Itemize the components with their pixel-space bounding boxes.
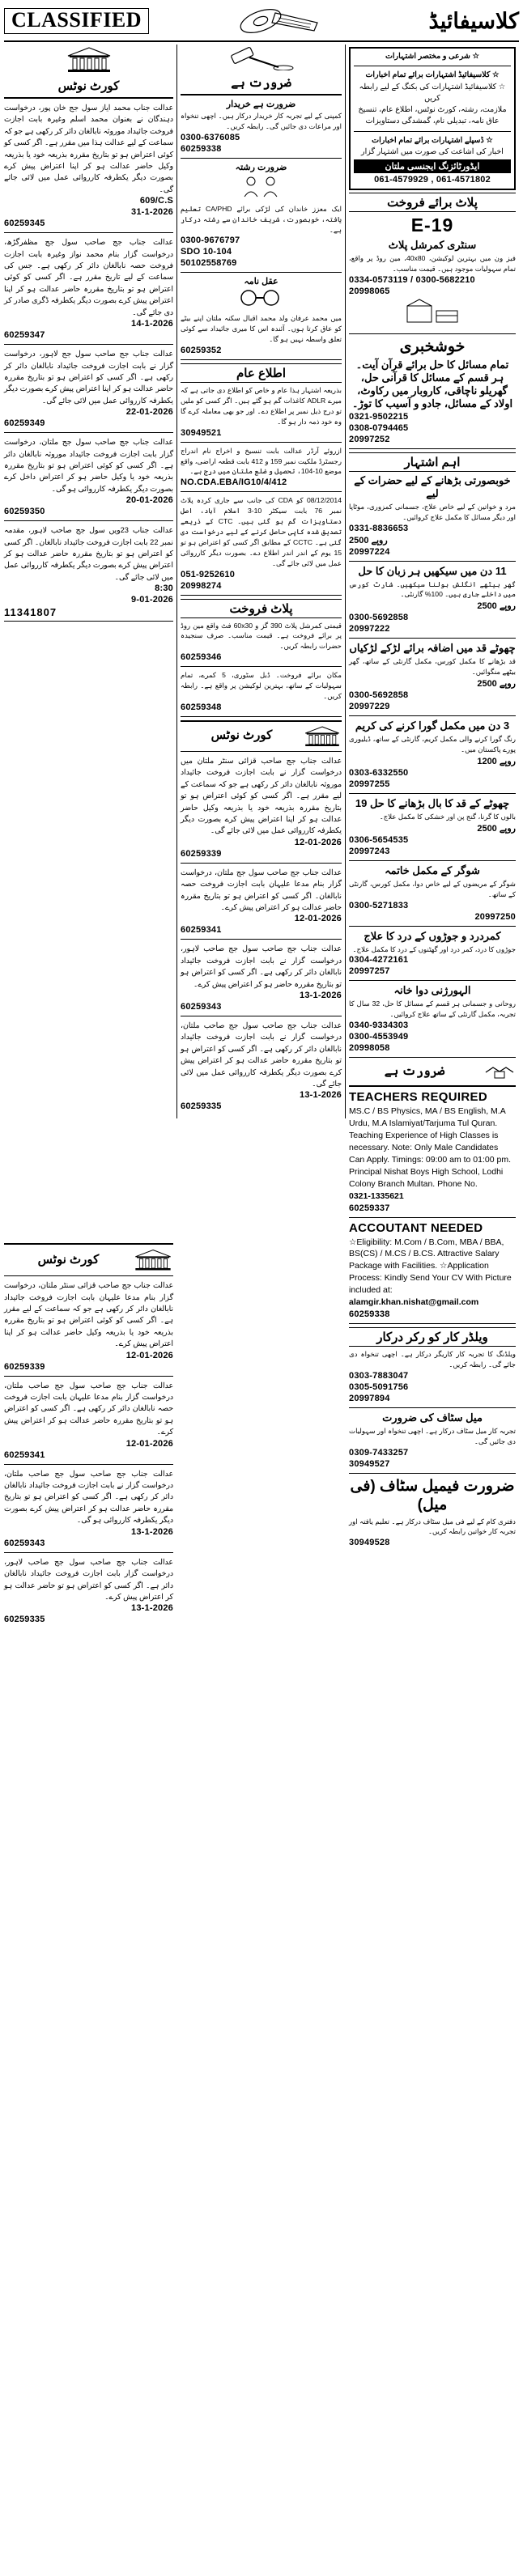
court-ad-9-text: عدالت جناب جج صاحب سول جج صاحب لاہور، درخواست گزار بابت اجازت فروخت جائیداد نابالغان دائر ہے۔ اگر کسی کو اعتراض ہو تو حاضر عدالت ہو کر اعتراض پیش کرے۔	[4, 1557, 173, 1601]
court-ad-5	[4, 524, 173, 622]
ad-sugar-price: 20997250	[474, 911, 516, 922]
ad-aaq-nama	[181, 276, 342, 360]
ad-rishta-phone-1: 0300-9676797	[181, 236, 240, 246]
ad-rishta	[181, 162, 342, 274]
ad-herbal-title: الہورژنی دوا خانہ	[393, 984, 471, 997]
court-ad-1-ref: 60259345	[4, 219, 45, 229]
court-ad-4-ref: 60259350	[4, 507, 45, 517]
courthouse-illustration	[4, 46, 173, 78]
ad-height-title: چھوٹے قد میں اضافہ برائے لڑکے لڑکیاں	[349, 642, 516, 655]
ad-male-staff-ref: 30949527	[349, 1458, 390, 1469]
c2-court-ad-1-date: 12-01-2026	[294, 837, 342, 847]
court-ad-9-ref: 60259335	[4, 1615, 45, 1625]
agency-line-4: ملازمت، رشتہ، کورٹ نوٹس، اطلاع عام، تنسیخ	[358, 105, 507, 114]
zaroorat-heading: ضرورت ہے	[231, 76, 291, 90]
ad-plot-title: پلاٹ فروخت	[181, 599, 342, 618]
ad-e19-title: E-19	[410, 214, 454, 236]
ad-aaq-text: میں محمد عرفان ولد محمد اقبال سکنہ ملتان اپنے بیٹے کو عاق کرتا ہوں۔ آئندہ اس کا میری جائیداد سے کوئی تعلق واسطہ نہیں ہو گا۔	[181, 314, 342, 344]
court-ad-6-text: عدالت جناب جج صاحب قزائی سنٹر ملتان، درخواست گزار بنام مدعا علیہان بابت اجازت فروخت جائیداد نابالغان دائر کر رکھی ہے جو کہ سماعت کے لیے مقرر ہے۔ اگر کسی کو کوئی اعتراض ہو تو بتاریخ مقررہ بذریعہ خود یا بذریعہ وکیل حاضر عدالت ہو کر اپنا اعتراض پیش کرے۔	[4, 1281, 173, 1348]
ad-rishta-text: ایک معزز خاندان کی لڑکی برائے CA/PHD تعلیم یافتہ، خوبصورت، شریف خاندان سے رشتہ درکار ہے۔	[181, 204, 342, 234]
court-ad-8	[4, 1468, 173, 1553]
ad-health-text: مرد و خواتین کے لیے خاص علاج، جسمانی کمزوری، موٹاپا اور دیگر مسائل کا مکمل علاج کروائیں۔	[349, 502, 516, 521]
ad-e19-text: فیز ون میں بہترین لوکیشن، 40x80، مین روڈ پر واقع، تمام سہولیات موجود ہیں۔ قیمت مناسب۔	[349, 254, 516, 273]
ad-hair-price: 2500 روپے	[477, 823, 516, 834]
ad-welder-ref: 20997894	[349, 1393, 390, 1403]
ad-buyer-phone-2: 60259338	[181, 143, 222, 154]
c2-court-ad-3-text: عدالت جناب جج صاحب سول جج صاحب لاہور، درخواست گزار نے بابت اجازت فروخت جائیداد نابالغان دائر کر رکھی ہے۔ اگر کسی کو اعتراض ہو تو بتاریخ مقررہ حاضر ہو کر اعتراض پیش کرے۔	[181, 944, 342, 988]
ad-health	[349, 474, 516, 562]
court-ad-5-text: عدالت جناب 23ویں سول جج صاحب لاہور، مقدمہ نمبر 22 بابت اجازت فروخت جائیداد نابالغان۔ اگر کسی کو اعتراض ہو تو بتاریخ مقررہ حاضر عدالت ہو کر اعتراض پیش کرے بصورت دیگر یکطرفہ کارروائی عمل میں لائی جائے گی۔	[4, 526, 173, 581]
ad-rishta-title: ضرورت رشتہ	[235, 162, 287, 172]
ad-whitening-phone: 0303-6332550	[349, 767, 409, 778]
ad-joint-pain	[349, 930, 516, 982]
ad-aaq-title: عقل نامہ	[244, 277, 279, 287]
ad-itlaa-aam	[181, 363, 342, 443]
courthouse-icon	[133, 1248, 173, 1272]
handshake-icon	[483, 1061, 516, 1082]
court-ad-2	[4, 236, 173, 345]
ad-language-course	[349, 565, 516, 639]
c2-court-ad-1-text: عدالت جناب جج صاحب قزائی سنٹر ملتان میں درخواست گزار نے بابت اجازت فروخت جائیداد موروثہ نابالغان دائر کر رکھی ہے جو کہ سماعت کے لیے مقرر ہے۔ اگر کسی کو کوئی اعتراض ہو تو بتاریخ مقررہ بذریعہ خود یا بذریعہ وکیل حاضر عدالت ہو کر اپنا اعتراض پیش کرے بصورت دیگر یکطرفہ کارروائی عمل میں لائی جائے گی۔	[181, 756, 342, 835]
court-ad-3-ref: 60259349	[4, 418, 45, 429]
court-ad-5-date: 9-01-2026	[131, 595, 173, 605]
columns-container	[4, 45, 519, 1632]
ad-accountant-body: ☆Eligibility: M.Com / B.Com, MBA / BBA, BS(CS) / M.CS / B.CS. Attractive Salary Package with Facilities. ☆Application Process: Kindly Send Your CV With Picture included at:	[349, 1237, 512, 1296]
ad-cda-phone-2: 20998274	[181, 580, 222, 591]
ad-male-staff-phone: 0309-7433257	[349, 1447, 409, 1458]
ad-height	[349, 642, 516, 716]
court-notice-heading-2: کورٹ نوٹس	[37, 1252, 100, 1267]
couple-icon	[181, 174, 342, 202]
court-ad-2-date: 14-1-2026	[131, 319, 173, 329]
court-ad-7-ref: 60259341	[4, 1449, 45, 1460]
ad-hair	[349, 797, 516, 861]
court-ad-8-date: 13-1-2026	[131, 1526, 173, 1537]
ad-herbal-ref: 20998058	[349, 1043, 390, 1054]
ad-itlaa-text: بذریعہ اشتہار ہذا عام و خاص کو اطلاع دی جاتی ہے کہ میرے ADLR کاغذات گم ہو گئے ہیں۔ اگر کسی کو ملیں تو درج ذیل نمبر پر اطلاع دے۔ اور جو بھی معاملہ کرے گا وہ خود ذمہ دار ہو گا۔	[181, 386, 342, 426]
ad-female-staff	[349, 1477, 516, 1552]
ad-joint-phone: 0304-4272161	[349, 955, 409, 965]
ad-language-text: گھر بیٹھے انگلش بولنا سیکھیں۔ شارٹ کورس میں داخلے جاری ہیں۔ 100% گارنٹی۔	[349, 579, 516, 599]
ad-khushkhabri	[349, 337, 516, 449]
ad-language-price: 2500 روپے	[477, 601, 516, 612]
ad-female-staff-ref: 30949528	[349, 1538, 390, 1548]
ad-health-ref: 20997224	[349, 546, 390, 557]
ad-height-ref: 20997229	[349, 702, 390, 712]
agency-banner	[349, 47, 516, 190]
agency-line-6: ☆ ڈسپلے اشتہارات برائے تمام اخبارات	[372, 135, 493, 145]
handcuffs-icon	[181, 288, 342, 312]
court-ad-1-case: 609/C.S	[139, 196, 173, 206]
c2-court-ad-2	[181, 867, 342, 940]
ad-khushkhabri-phone-2: 0308-0794465	[349, 422, 409, 433]
court-notice-heading-2-row	[4, 1248, 173, 1272]
court-notice-heading: کورٹ نوٹس	[57, 79, 120, 93]
ad-tanseekh-text: ازروئے آرڈر عدالت بابت تنسیخ و اخراج نام اندراج رجسٹرڈ ملکیت نمبر 159 و 412 بابت قطعہ اراضی، واقع موضع 10-104، تحصیل و ضلع ملتان میں درج ہے۔	[181, 446, 342, 476]
ad-e19-sub: سنٹری کمرشل پلاٹ	[388, 239, 477, 251]
court-notice-row-c2	[181, 725, 342, 748]
ad-height-text: قد بڑھانے کا مکمل کورس، مکمل گارنٹی کے ساتھ، گھر بیٹھے منگوائیں۔	[349, 657, 516, 677]
ad-welder-title: ویلڈر کار کو رکر درکار	[349, 1327, 516, 1347]
ad-plot-text: قیمتی کمرشل پلاٹ 390 گز و 60x30 فٹ واقع مین روڈ پر برائے فروخت ہے۔ قیمت مناسب۔ صرف سنجیدہ حضرات رابطہ کریں۔	[181, 621, 342, 651]
ad-house-phone: 60259348	[181, 702, 222, 712]
courthouse-icon	[303, 725, 342, 748]
ad-sugar-text: شوگر کے مریضوں کے لیے خاص دوا، مکمل کورس، گارنٹی کے ساتھ۔	[349, 879, 516, 898]
ad-sugar	[349, 864, 516, 927]
ad-plot-sale	[181, 599, 342, 668]
c2-court-ad-4-date: 13-1-2026	[300, 1090, 342, 1101]
ad-herbal-phone-1: 0340-9334303	[349, 1021, 409, 1031]
ad-language-title: 11 دن میں سیکھیں ہر زبان کا حل	[358, 564, 507, 577]
masthead-left-title: CLASSIFIED	[4, 8, 149, 34]
ad-whitening-price: 1200 روپے	[477, 756, 516, 766]
ad-joint-title: کمردرد و جوڑوں کے درد کا علاج	[364, 929, 501, 942]
ad-height-price: 2500 روپے	[477, 679, 516, 690]
court-ad-7-date: 12-01-2026	[125, 1438, 173, 1449]
ad-cda-phone-1: 051-9252610	[181, 569, 236, 579]
agency-line-5: عاق نامہ، تبدیلی نام، گمشدگی دستاویزات	[365, 117, 500, 126]
masthead-right-title: کلاسیفائیڈ	[428, 8, 519, 33]
ad-whitening-ref: 20997255	[349, 779, 390, 789]
ad-cda	[181, 495, 342, 595]
c2-court-ad-4-text: عدالت جناب جج صاحب سول جج صاحب ملتان، درخواست گزار نے بابت اجازت فروخت جائیداد نابالغان دائر کر رکھی ہے۔ اگر کسی کو اعتراض ہو تو بتاریخ مقررہ حاضر عدالت ہو کر اعتراض پیش کرے بصورت دیگر یکطرفہ کارروائی عمل میں لائی جائے گی۔	[181, 1021, 342, 1089]
ad-welder	[349, 1327, 516, 1408]
c2-court-ad-2-date: 12-01-2026	[294, 914, 342, 924]
ad-e19-phone: 0334-0573119 / 0300-5682210	[349, 274, 475, 285]
ad-itlaa-title: اطلاع عام	[181, 363, 342, 383]
ad-buyer-text: کمپنی کے لیے تجربہ کار خریدار درکار ہیں۔ اچھی تنخواہ اور مراعات دی جائیں گی۔ رابطہ کریں۔	[181, 112, 342, 130]
ad-house-text: مکان برائے فروخت۔ ڈبل سٹوری، 5 کمرے، تمام سہولیات کے ساتھ، بہترین لوکیشن پر واقع ہے۔ رابطہ کریں۔	[181, 671, 342, 701]
ad-accountant-email[interactable]: alamgir.khan.nishat@gmail.com	[349, 1297, 479, 1308]
court-ad-8-text: عدالت جناب جج صاحب سول جج صاحب ملتان، درخواست گزار نے بابت اجازت فروخت جائیداد نابالغان دائر کر رکھی ہے۔ اگر کسی کو اعتراض ہو تو بتاریخ مقررہ حاضر عدالت ہو کر اعتراض پیش کرے بصورت دیگر یکطرفہ کارروائی ہو گی۔	[4, 1469, 173, 1525]
court-ad-1-text: عدالت جناب محمد ایاز سول جج خان پور، درخواست دہندگان نے بعنوان محمد اسلم وغیرہ بابت اجازت فروخت جائیداد موروثہ نابالغان دائر کر رکھی ہے جو کہ سماعت کے لیے عدالت ہذا میں مقرر ہے۔ اگر کسی کو کوئی اعتراض ہو تو بتاریخ مقررہ بذریعہ خود یا بذریعہ وکیل حاضر عدالت ہو کر اپنا اعتراض پیش کرے بصورت دیگر یکطرفہ کارروائی عمل میں لائی جائے گی۔	[4, 104, 173, 193]
court-ad-3-date: 22-01-2026	[125, 407, 173, 418]
ad-sugar-phone: 0300-5271833	[349, 900, 409, 910]
ad-language-ref: 20997222	[349, 624, 390, 634]
ad-language-phone: 0300-5692858	[349, 613, 409, 623]
court-ad-1	[4, 102, 173, 233]
c2-court-ad-1	[181, 755, 342, 864]
plot-illustration	[349, 298, 516, 329]
need-heading: ضرورت ہے	[384, 1063, 445, 1078]
ad-health-phone: 0331-8836653	[349, 523, 409, 533]
c2-court-ad-4-ref: 60259335	[181, 1101, 222, 1112]
ad-rishta-phone-2: SDO 10-104	[181, 247, 232, 257]
ad-welder-text: ویلڈنگ کا تجربہ کار کاریگر درکار ہے۔ اچھی تنخواہ دی جائے گی۔ رابطہ کریں۔	[349, 1349, 516, 1369]
ad-cda-text: 08/12/2014 کو CDA کی جانب سے جاری کردہ پلاٹ نمبر 76 بابت سیکٹر 10-3 اسلام آباد، اصل دستاویزات گم ہو گئی ہیں۔ CTC کے ذریعے تصدیق شدہ کاپی حاصل کرنے کے لیے درخواست دی گئی ہے۔ CCTC کے مطابق اگر کسی کو اعتراض ہو تو 15 یوم کے اندر اندر اطلاع دے۔ بصورت دیگر کارروائی عمل میں لائی جائے گی۔	[181, 496, 342, 567]
court-notice-heading-c2: کورٹ نوٹس	[210, 728, 273, 743]
ad-khushkhabri-title: خوشخبری	[399, 337, 466, 355]
ad-accountant-ref: 60259338	[349, 1309, 390, 1319]
court-ad-2-text: عدالت جناب جج صاحب سول جج مظفرگڑھ، درخواست گزار بنام محمد نواز وغیرہ بابت اجازت فروخت حصہ نابالغان دائر کر رکھی ہے۔ جس کی سماعت کے لیے تاریخ مقرر ہے۔ اگر کسی کو کوئی اعتراض ہو تو بتاریخ مقررہ حاضر عدالت ہو کر اپنا اعتراض پیش کرے بصورت دیگر یکطرفہ ڈگری صادر کر دی جائے گی۔	[4, 238, 173, 316]
court-ad-1-date: 31-1-2026	[131, 207, 173, 218]
c2-court-ad-4	[181, 1020, 342, 1115]
ad-welder-phone-1: 0303-7883047	[349, 1370, 409, 1381]
masthead-logo	[149, 5, 420, 37]
ad-sugar-title: شوگر کے مکمل خاتمہ	[385, 864, 480, 876]
ad-khushkhabri-sub: تمام مسائل کا حل برائے قرآن آیت۔ ہر قسم کے مسائل کا قرآنی حل، گھریلو ناچاقی، کاروبار میں رکاوٹ، اولاد کے مسائل، جادو و آسیب کا توڑ۔	[351, 358, 513, 410]
ad-buyer	[181, 99, 342, 159]
ad-teachers-ref: 60259337	[349, 1203, 390, 1213]
ad-female-staff-text: دفتری کام کے لیے فی میل سٹاف درکار ہے۔ تعلیم یافتہ اور تجربہ کار خواتین رابطہ کریں۔	[349, 1517, 516, 1536]
court-ad-6-ref: 60259339	[4, 1361, 45, 1372]
column-court-notices	[4, 45, 173, 1632]
c2-court-ad-3-ref: 60259343	[181, 1002, 222, 1012]
column1-whitespace	[4, 625, 173, 1240]
ad-buyer-title: ضرورت ہے خریدار	[226, 100, 296, 109]
column-misc-ads	[176, 45, 346, 1118]
ad-accountant-title: ACCOUTANT NEEDED	[349, 1220, 483, 1235]
ad-teachers-phone: 0321-1335621	[349, 1190, 404, 1201]
ad-teachers-required	[349, 1090, 516, 1217]
plot-for-sale-heading: پلاٹ برائے فروخت	[349, 193, 516, 212]
ad-health-title: خوبصورتی بڑھانے کے لیے حضرات کے لیے	[354, 473, 511, 499]
agency-phones: 061-4579929 , 061-4571802	[374, 175, 491, 185]
court-ad-9-date: 13-1-2026	[131, 1603, 173, 1614]
ad-accountant-needed	[349, 1221, 516, 1324]
ad-khushkhabri-phone-1: 0321-9502215	[349, 411, 409, 422]
ad-herbal-text: روحانی و جسمانی ہر قسم کے مسائل کا حل، 32 سال کا تجربہ، مکمل گارنٹی کے ساتھ علاج کروائیں۔	[349, 999, 516, 1019]
ad-tanseekh	[181, 446, 342, 493]
ad-hair-phone: 0306-5654535	[349, 834, 409, 845]
ad-whitening-text: رنگ گورا کرنے والی مکمل کریم، گارنٹی کے ساتھ، ڈیلیوری پورے پاکستان میں۔	[349, 735, 516, 754]
c2-court-ad-3-date: 13-1-2026	[300, 991, 342, 1001]
court-ad-4	[4, 436, 173, 521]
ad-buyer-phone-1: 0300-6376085	[181, 132, 240, 142]
ad-whitening-title: 3 دن میں مکمل گورا کرنے کی کریم	[355, 719, 510, 732]
ad-plot-phone: 60259346	[181, 652, 222, 663]
important-ad-heading: اہم اشتہار	[349, 452, 516, 472]
ad-khushkhabri-ref: 20997252	[349, 434, 390, 444]
ad-herbal-clinic	[349, 984, 516, 1058]
agency-line-7: اخبار کی اشاعت کی صورت میں اشتہار گزار	[361, 146, 504, 156]
ad-teachers-title: TEACHERS REQUIRED	[349, 1090, 487, 1105]
court-ad-6	[4, 1280, 173, 1376]
ad-health-price: 2500 روپے	[349, 535, 388, 545]
ad-joint-ref: 20997257	[349, 966, 390, 977]
court-ad-7	[4, 1380, 173, 1465]
agency-name-bar: ایڈورٹائزنگ ایجنسی ملتان	[354, 159, 511, 173]
newspaper-rolled-icon	[236, 5, 334, 37]
ad-male-staff	[349, 1411, 516, 1474]
court-ad-7-text: عدالت جناب جج صاحب سول جج صاحب ملتان، درخواست گزار بنام مدعا علیہان بابت اجازت فروخت حصہ نابالغان دائر کر رکھی ہے۔ اگر کسی کو اعتراض ہو تو بتاریخ مقررہ حاضر عدالت ہو کر اعتراض پیش کرے۔	[4, 1381, 173, 1437]
gavel-illustration	[181, 46, 342, 74]
need-heading-row	[349, 1061, 516, 1082]
masthead	[4, 3, 519, 42]
ad-rishta-phone-3: 50102558769	[181, 258, 237, 269]
ad-joint-text: جوڑوں کا درد، کمر درد اور گھٹنوں کے درد کا مکمل علاج۔	[352, 944, 516, 953]
court-ad-4-text: عدالت جناب جج صاحب سول جج ملتان، درخواست گزار بابت اجازت فروخت جائیداد موروثہ نابالغان دائر ہے۔ اگر کسی کو کوئی اعتراض ہو تو بتاریخ مقررہ بذریعہ خود یا وکیل حاضر ہو کر اعتراض داخل کرے بصورت دیگر یکطرفہ کارروائی ہو گی۔	[4, 438, 173, 493]
ad-female-staff-title: ضرورت فیمیل سٹاف (فی میل)	[350, 1477, 515, 1513]
c2-court-ad-1-ref: 60259339	[181, 848, 222, 859]
ad-e19	[349, 214, 516, 334]
court-ad-4-date: 20-01-2026	[125, 495, 173, 506]
court-ad-9	[4, 1556, 173, 1629]
ad-hair-ref: 20997243	[349, 846, 390, 856]
ad-tanseekh-ref: NO.CDA.EBA/IG10/4/412	[181, 477, 287, 488]
ad-teachers-body: MS.C / BS Physics, MA / BS English, M.A Urdu, M.A Islamiyat/Tarjuma Tul Quran. Teaching Experience of High Classes is necessary. Note: Only Male Candidates Can Apply. Timings: 09:00 am to 01:00 pm. Principal Nishat Boys High School, Lodhi Colony Branch Multan. Phone No.	[349, 1106, 511, 1189]
c2-court-ad-2-ref: 60259341	[181, 925, 222, 936]
c2-court-ad-3	[181, 943, 342, 1016]
ad-male-staff-text: تجربہ کار میل سٹاف درکار ہے۔ اچھی تنخواہ اور سہولیات دی جائیں گی۔	[349, 1426, 516, 1445]
ad-whitening-cream	[349, 719, 516, 794]
ad-welder-phone-2: 0305-5091756	[349, 1381, 409, 1392]
court-ad-3	[4, 348, 173, 433]
c2-court-ad-2-text: عدالت جناب جج صاحب سول جج ملتان، درخواست گزار بنام مدعا علیہان بابت اجازت فروخت حصہ نابالغان۔ اگر کسی کو اعتراض ہو تو بتاریخ مقررہ حاضر عدالت ہو کر اعتراض پیش کرے۔	[181, 868, 342, 911]
court-ad-6-date: 12-01-2026	[125, 1350, 173, 1360]
court-ad-2-ref: 60259347	[4, 330, 45, 341]
court-ad-5-time: 8:30	[155, 584, 173, 594]
court-ad-3-text: عدالت جناب جج صاحب سول جج لاہور، درخواست گزار نے بابت اجازت فروخت جائیداد نابالغان دائر کر رکھی ہے۔ اگر کسی کو اعتراض ہو تو بتاریخ مقررہ حاضر عدالت ہو کر اپنا اعتراض پیش کرے بصورت دیگر یکطرفہ کارروائی عمل میں لائی جائے گی۔	[4, 350, 173, 405]
ad-house-sale	[181, 670, 342, 717]
ad-hair-title: چھوٹے کے قد کا بال بڑھانے کا حل 19	[355, 796, 510, 809]
ad-e19-ref: 20998065	[349, 286, 390, 296]
court-ad-8-ref: 60259343	[4, 1538, 45, 1548]
column-display-ads	[349, 45, 516, 1555]
ad-hair-text: بالوں کا گرنا، گنج پن اور خشکی کا مکمل علاج۔	[379, 812, 516, 821]
agency-line-3: ☆ کلاسیفائیڈ اشتہارات کی بکنگ کے لیے رابطہ کریں	[359, 82, 506, 103]
ad-itlaa-phone: 30949521	[181, 427, 222, 438]
court-ad-5-ref: 11341807	[4, 606, 57, 619]
agency-line-2: ☆ کلاسیفائیڈ اشتہارات برائے تمام اخبارات	[365, 70, 500, 80]
ad-male-staff-title: میل سٹاف کی ضرورت	[382, 1411, 483, 1424]
ad-aaq-phone: 60259352	[181, 346, 222, 356]
ad-herbal-phone-2: 0300-4553949	[349, 1032, 409, 1042]
ad-height-phone: 0300-5692858	[349, 690, 409, 701]
agency-line-1: ☆ شرعی و مختصر اشتہارات	[385, 52, 480, 61]
